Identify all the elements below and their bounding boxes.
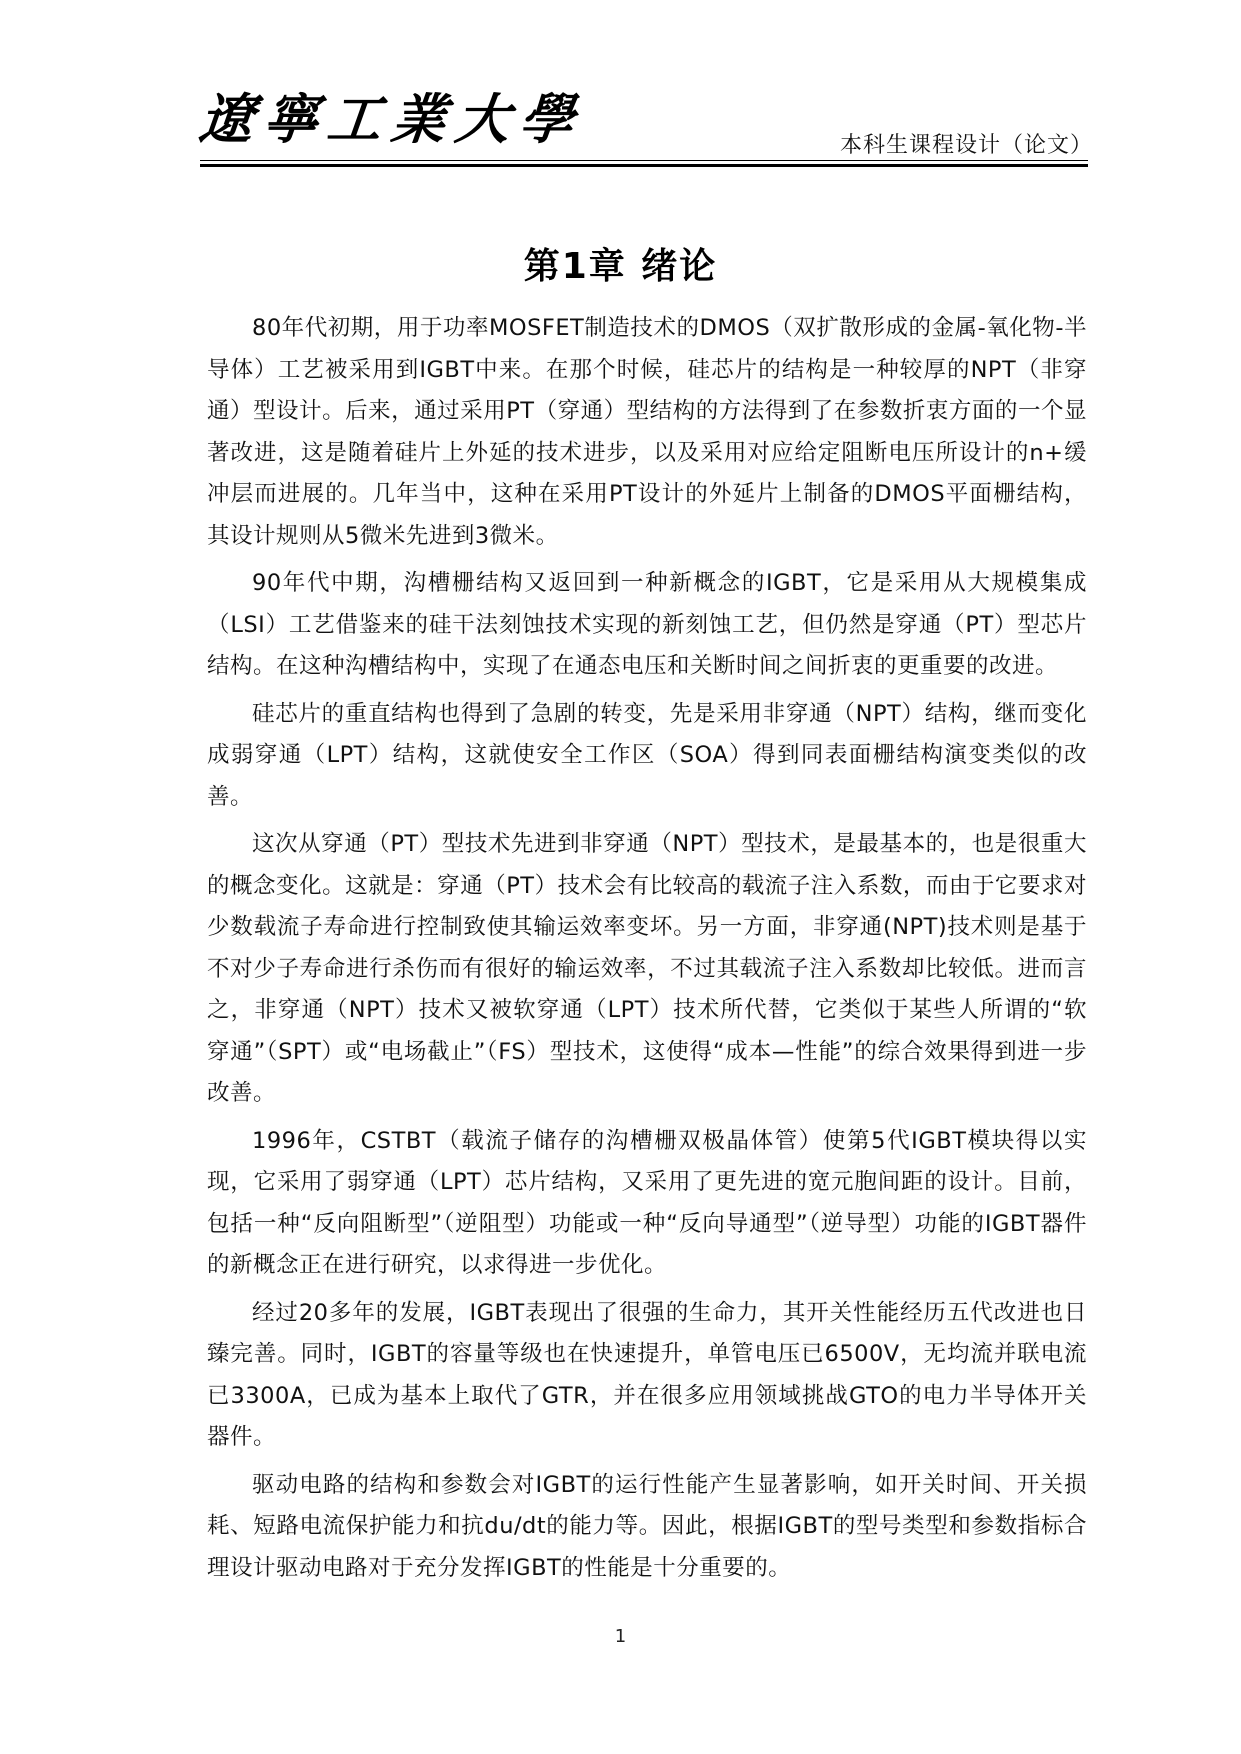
paragraph: 硅芯片的重直结构也得到了急剧的转变，先是采用非穿通（NPT）结构，继而变化成弱穿通（LPT）结构，这就使安全工作区（SOA）得到同表面栅结构演变类似的改善。 — [207, 700, 1087, 810]
header-subtitle: 本科生课程设计（论文） — [839, 133, 1093, 158]
body-text — [207, 308, 1087, 1595]
paragraph: 驱动电路的结构和参数会对IGBT的运行性能产生显著影响，如开关时间、开关损耗、短路电流保护能力和抗du/dt的能力等。因此，根据IGBT的型号类型和参数指标合理设计驱动电路对于充分发挥IGBT的性能是十分重要的。 — [207, 1471, 1087, 1581]
chapter-title: 第1章 绪论 — [523, 246, 718, 287]
paragraph: 80年代初期，用于功率MOSFET制造技术的DMOS（双扩散形成的金属-氧化物-半导体）工艺被采用到IGBT中来。在那个时候，硅芯片的结构是一种较厚的NPT（非穿通）型设计。后来，通过采用PT（穿通）型结构的方法得到了在参数折衷方面的一个显著改进，这是随着硅片上外延的技术进步，以及采用对应给定阻断电压所设计的n+缓冲层而进展的。几年当中，这种在采用PT设计的外延片上制备的DMOS平面栅结构，其设计规则从5微米先进到3微米。 — [207, 315, 1087, 549]
paragraph: 90年代中期，沟槽栅结构又返回到一种新概念的IGBT，它是采用从大规模集成（LSI）工艺借鉴来的硅干法刻蚀技术实现的新刻蚀工艺，但仍然是穿通（PT）型芯片结构。在这种沟槽结构中，实现了在通态电压和关断时间之间折衷的更重要的改进。 — [207, 570, 1087, 679]
university-logo: 遼寧工業大學 — [196, 86, 587, 151]
paragraph: 经过20多年的发展，IGBT表现出了很强的生命力，其开关性能经历五代改进也日臻完善。同时，IGBT的容量等级也在快速提升，单管电压已6500V，无均流并联电流已3300A，已成为基本上取代了GTR，并在很多应用领域挑战GTO的电力半导体开关器件。 — [207, 1299, 1087, 1450]
paragraph: 这次从穿通（PT）型技术先进到非穿通（NPT）型技术，是最基本的，也是很重大的概念变化。这就是：穿通（PT）技术会有比较高的载流子注入系数，而由于它要求对少数载流子寿命进行控制致使其输运效率变坏。另一方面，非穿通(NPT)技术则是基于不对少子寿命进行杀伤而有很好的输运效率，不过其载流子注入系数却比较低。进而言之，非穿通（NPT）技术又被软穿通（LPT）技术所代替，它类似于某些人所谓的“软穿通”（SPT）或“电场截止”（FS）型技术，这使得“成本—性能”的综合效果得到进一步改善。 — [207, 831, 1087, 1106]
header-divider-thin — [200, 160, 1088, 161]
header-divider-thick — [200, 164, 1088, 167]
paragraph: 1996年，CSTBT（载流子储存的沟槽栅双极晶体管）使第5代IGBT模块得以实现，它采用了弱穿通（LPT）芯片结构，又采用了更先进的宽元胞间距的设计。目前，包括一种“反向阻断型”（逆阻型）功能或一种“反向导通型”（逆导型）功能的IGBT器件的新概念正在进行研究，以求得进一步优化。 — [207, 1127, 1087, 1278]
page-number: 1 — [614, 1626, 627, 1647]
